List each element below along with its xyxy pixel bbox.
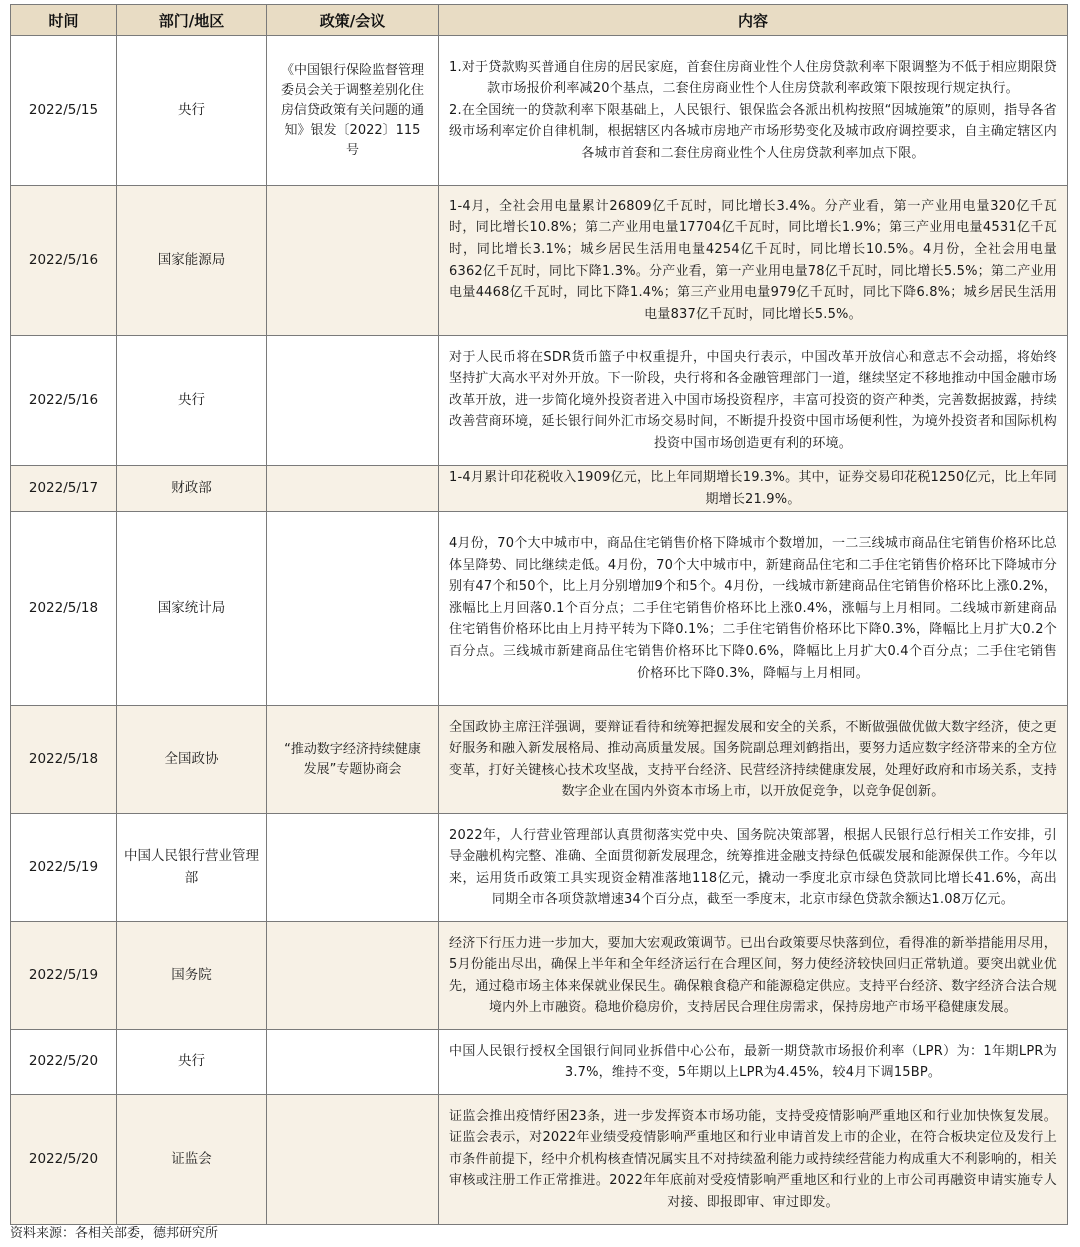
row-policy (267, 814, 439, 922)
row-date: 2022/5/15 (11, 36, 117, 186)
row-content-paragraph: 1-4月累计印花税收入1909亿元，比上年同期增长19.3%。其中，证券交易印花税1250亿元，比上年同期增长21.9%。 (449, 470, 1057, 507)
row-content-paragraph: 2022年，人行营业管理部认真贯彻落实党中央、国务院决策部署，根据人民银行总行相关工作安排，引导金融机构完整、准确、全面贯彻新发展理念，统筹推进金融支持绿色低碳发展和能源保供工作。今年以来，运用货币政策工具实现资金精准落地118亿元，撬动一季度北京市绿色贷款同比增长41.6%，高出同期全市各项贷款增速34个百分点，截至一季度末，北京市绿色贷款余额达1.08万亿元。 (449, 827, 1057, 908)
header-dept: 部门/地区 (117, 5, 267, 36)
header-content: 内容 (439, 5, 1068, 36)
row-content-paragraph: 1.对于贷款购买普通自住房的居民家庭，首套住房商业性个人住房贷款利率下限调整为不低于相应期限贷款市场报价利率减20个基点，二套住房商业性个人住房贷款利率政策下限按现行规定执行。 (449, 59, 1057, 97)
table-row (11, 36, 1068, 186)
table-row (11, 922, 1068, 1030)
row-content (439, 466, 1068, 512)
row-content-paragraph: 中国人民银行授权全国银行间同业拆借中心公布，最新一期贷款市场报价利率（LPR）为：1年期LPR为3.7%，维持不变，5年期以上LPR为4.45%，较4月下调15BP。 (449, 1043, 1057, 1081)
row-dept: 全国政协 (117, 706, 267, 814)
table-row (11, 706, 1068, 814)
row-date: 2022/5/16 (11, 336, 117, 466)
row-dept: 国务院 (117, 922, 267, 1030)
row-content-paragraph: 2.在全国统一的贷款利率下限基础上，人民银行、银保监会各派出机构按照“因城施策”的原则，指导各省级市场利率定价自律机制，根据辖区内各城市房地产市场形势变化及城市政府调控要求，自主确定辖区内各城市首套和二套住房商业性个人住房贷款利率加点下限。 (449, 102, 1057, 161)
row-policy (267, 336, 439, 466)
row-dept: 证监会 (117, 1095, 267, 1225)
row-content (439, 36, 1068, 186)
row-policy: 《中国银行保险监督管理委员会关于调整差别化住房信贷政策有关问题的通知》银发〔2022〕115号 (267, 36, 439, 186)
row-policy (267, 186, 439, 336)
row-policy (267, 466, 439, 512)
row-content-paragraph: 证监会推出疫情纾困23条，进一步发挥资本市场功能，支持受疫情影响严重地区和行业加快恢复发展。证监会表示，对2022年业绩受疫情影响严重地区和行业申请首发上市的企业，在符合板块定位及发行上市条件前提下，经中介机构核查情况属实且不对持续盈利能力或持续经营能力构成重大不利影响的，相关审核或注册工作正常推进。2022年年底前对受疫情影响严重地区和行业的上市公司再融资申请实施专人对接、即报即审、审过即发。 (449, 1108, 1057, 1211)
row-content (439, 1095, 1068, 1225)
row-content (439, 336, 1068, 466)
row-content (439, 512, 1068, 706)
row-content-paragraph: 经济下行压力进一步加大，要加大宏观政策调节。已出台政策要尽快落到位，看得准的新举措能用尽用，5月份能出尽出，确保上半年和全年经济运行在合理区间，努力使经济较快回归正常轨道。要突出就业优先，通过稳市场主体来保就业保民生。确保粮食稳产和能源稳定供应。支持平台经济、数字经济合法合规境内外上市融资。稳地价稳房价，支持居民合理住房需求，保持房地产市场平稳健康发展。 (449, 935, 1057, 1016)
row-content (439, 922, 1068, 1030)
row-date: 2022/5/19 (11, 814, 117, 922)
row-policy (267, 1095, 439, 1225)
row-content-paragraph: 全国政协主席汪洋强调，要辩证看待和统筹把握发展和安全的关系，不断做强做优做大数字经济，使之更好服务和融入新发展格局、推动高质量发展。国务院副总理刘鹤指出，要努力适应数字经济带来的全方位变革，打好关键核心技术攻坚战，支持平台经济、民营经济持续健康发展，处理好政府和市场关系，支持数字企业在国内外资本市场上市，以开放促竞争，以竞争促创新。 (449, 719, 1057, 800)
row-content (439, 186, 1068, 336)
row-dept: 国家能源局 (117, 186, 267, 336)
row-content-paragraph: 4月份，70个大中城市中，商品住宅销售价格下降城市个数增加，一二三线城市商品住宅销售价格环比总体呈降势、同比继续走低。4月份，70个大中城市中，新建商品住宅和二手住宅销售价格环比下降城市分别有47个和50个，比上月分别增加9个和5个。4月份，一线城市新建商品住宅销售价格环比上涨0.2%，涨幅比上月回落0.1个百分点；二手住宅销售价格环比上涨0.4%，涨幅与上月相同。二线城市新建商品住宅销售价格环比由上月持平转为下降0.1%；二手住宅销售价格环比下降0.3%，降幅比上月扩大0.2个百分点。三线城市新建商品住宅销售价格环比下降0.6%，降幅比上月扩大0.4个百分点；二手住宅销售价格环比下降0.3%，降幅与上月相同。 (449, 536, 1057, 681)
source-note: 资料来源：各相关部委，德邦研究所 (10, 1226, 219, 1241)
header-date: 时间 (11, 5, 117, 36)
row-date: 2022/5/19 (11, 922, 117, 1030)
row-dept: 央行 (117, 336, 267, 466)
row-policy (267, 922, 439, 1030)
row-dept: 中国人民银行营业管理部 (117, 814, 267, 922)
table-row (11, 512, 1068, 706)
row-dept: 财政部 (117, 466, 267, 512)
row-date: 2022/5/17 (11, 466, 117, 512)
table-row (11, 814, 1068, 922)
policy-table (10, 4, 1068, 1225)
row-date: 2022/5/18 (11, 512, 117, 706)
row-dept: 央行 (117, 1030, 267, 1095)
table-row (11, 186, 1068, 336)
table-row (11, 466, 1068, 512)
row-content-paragraph: 1-4月，全社会用电量累计26809亿千瓦时，同比增长3.4%。分产业看，第一产业用电量320亿千瓦时，同比增长10.8%；第二产业用电量17704亿千瓦时，同比增长1.9%；第三产业用电量4531亿千瓦时，同比增长3.1%；城乡居民生活用电量4254亿千瓦时，同比增长10.5%。4月份，全社会用电量6362亿千瓦时，同比下降1.3%。分产业看，第一产业用电量78亿千瓦时，同比增长5.5%；第二产业用电量4468亿千瓦时，同比下降1.4%；第三产业用电量979亿千瓦时，同比下降6.8%；城乡居民生活用电量837亿千瓦时，同比增长5.5%。 (449, 198, 1057, 322)
row-date: 2022/5/16 (11, 186, 117, 336)
row-date: 2022/5/20 (11, 1095, 117, 1225)
table-row (11, 336, 1068, 466)
row-content-paragraph: 对于人民币将在SDR货币篮子中权重提升，中国央行表示，中国改革开放信心和意志不会动摇，将始终坚持扩大高水平对外开放。下一阶段，央行将和各金融管理部门一道，继续坚定不移地推动中国金融市场改革开放，进一步简化境外投资者进入中国市场投资程序，丰富可投资的资产种类，完善数据披露，持续改善营商环境，延长银行间外汇市场交易时间，不断提升投资中国市场便利性，为境外投资者和国际机构投资中国市场创造更有利的环境。 (449, 349, 1057, 451)
table-row (11, 1095, 1068, 1225)
row-date: 2022/5/20 (11, 1030, 117, 1095)
row-policy: “推动数字经济持续健康发展”专题协商会 (267, 706, 439, 814)
header-policy: 政策/会议 (267, 5, 439, 36)
row-date: 2022/5/18 (11, 706, 117, 814)
row-content (439, 1030, 1068, 1095)
table-header-row (11, 5, 1068, 36)
row-dept: 国家统计局 (117, 512, 267, 706)
row-content (439, 814, 1068, 922)
row-policy (267, 1030, 439, 1095)
row-dept: 央行 (117, 36, 267, 186)
row-content (439, 706, 1068, 814)
row-policy (267, 512, 439, 706)
table-row (11, 1030, 1068, 1095)
policy-table-wrapper (10, 4, 1067, 1225)
